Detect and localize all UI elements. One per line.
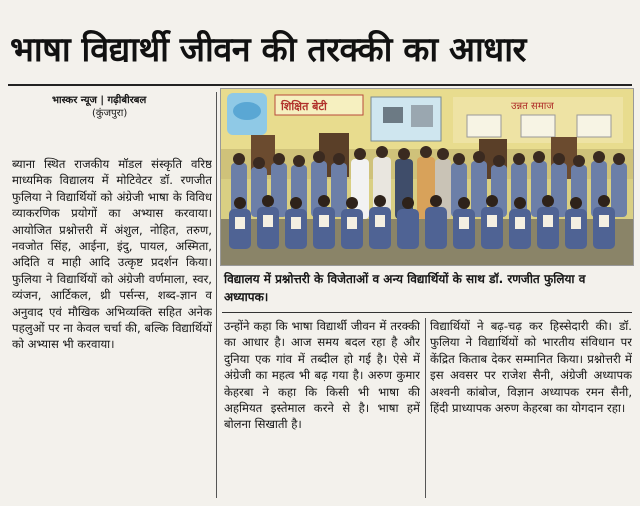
article-column-right: विद्यार्थियों ने बढ़-चढ़ कर हिस्सेदारी की। डॉ. फुलिया ने विद्यार्थियों को भारतीय संविधान पर केंद्रित किताब देकर सम्मानित किया। प्रश्नोत्तरी में इस अवसर पर राजेश सैनी, अंग्रेजी अध्यापक अश्वनी कांबोज, विज्ञान अध्यापक रमन सैनी, हिंदी प्राध्यापक अरुण केहरबा का योगदान रहा।: [430, 319, 632, 416]
dateline: [52, 94, 212, 120]
article-column-left: ब्याना स्थित राजकीय मॉडल संस्कृति वरिष्ठ माध्यमिक विद्यालय में मोटिवेटर डॉ. रणजीत फुलिया ने विद्यार्थियों को अंग्रेजी भाषा के विविध व्याकरणिक प्रयोगों का अभ्यास करवाया। आयोजित प्रश्नोत्तरी में अंशुल, नोहित, तरुण, नवजोत सिंह, आईना, इंदु, पायल, अस्मिता, अदिति व माही आदि उत्कृष्ट प्रदर्शन किया। फुलिया ने विद्यार्थियों को अंग्रेजी वर्णमाला, स्वर, व्यंजन, आर्टिकल, थ्री पर्सन्स, शब्द-ज्ञान व अनुवाद एवं मौखिक अभिव्यक्ति सहित अनेक पहलुओं पर ना केवल चर्चा की, बल्कि विद्यार्थियों को अभ्यास भी करवाया।: [12, 157, 212, 352]
group-photo-illustration: [221, 89, 634, 266]
dateline-place: (कुंजपुरा): [92, 108, 128, 119]
headline-rule: [8, 84, 632, 86]
caption-rule: [222, 312, 632, 313]
wall-text-1: शिक्षित बेटी: [281, 100, 327, 113]
article-column-middle: उन्होंने कहा कि भाषा विद्यार्थी जीवन में तरक्की का आधार है। आज समय बदल रहा है और दुनिया एक गांव में तब्दील हो गई है। ऐसे में अंग्रेजी का महत्व भी बढ़ गया है। अरुण कुमार केहरबा ने कहा कि किसी भी भाषा की अहमियत इस्तेमाल करने से है। भाषा हमें बोलना सिखाती है।: [224, 319, 420, 432]
headline: भाषा विद्यार्थी जीवन की तरक्की का आधार: [10, 30, 526, 70]
column-divider-left: [216, 92, 217, 498]
news-photo: [220, 88, 634, 266]
column-divider-right: [425, 318, 426, 498]
photo-caption: विद्यालय में प्रश्नोत्तरी के विजेताओं व अन्य विद्यार्थियों के साथ डॉ. रणजीत फुलिया व अध्यापक।: [224, 272, 586, 304]
dateline-brand: भास्कर न्यूज | गढ़ीबीरबल: [52, 95, 147, 106]
wall-text-2: उन्नत समाज: [511, 101, 554, 112]
